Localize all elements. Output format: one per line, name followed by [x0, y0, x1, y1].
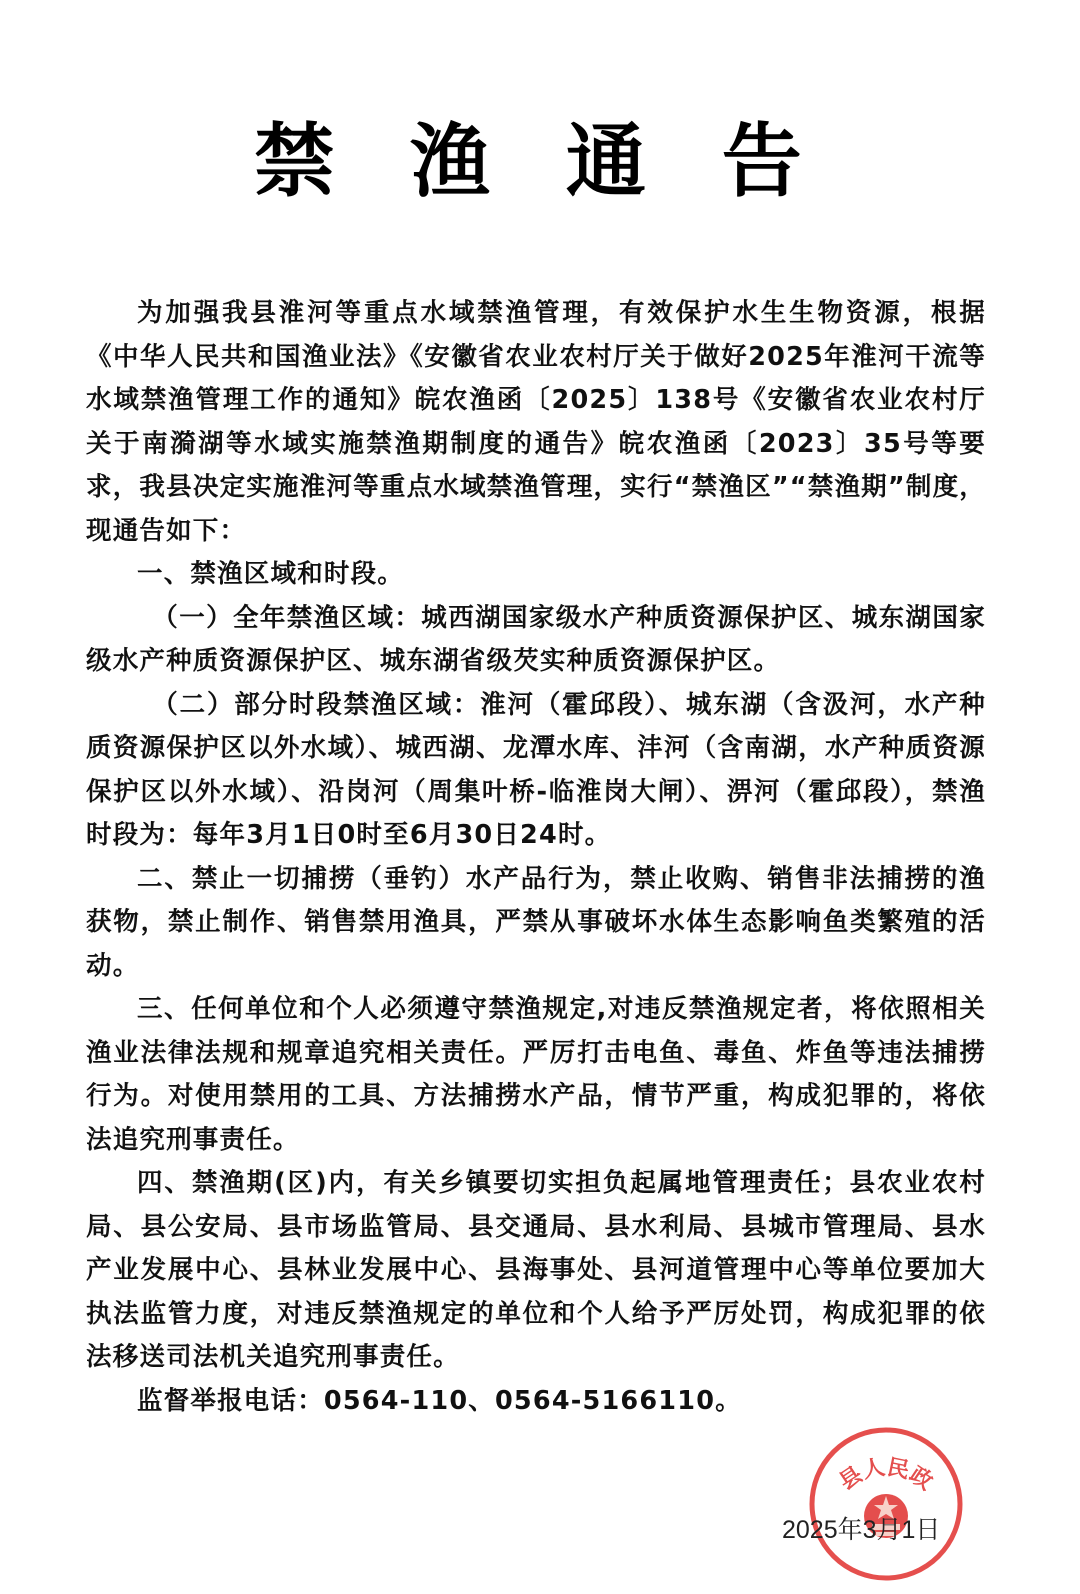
- seal-text: 县人民政: [835, 1455, 937, 1496]
- document-title: 禁 渔 通 告: [254, 115, 826, 208]
- intro-paragraph: 为加强我县淮河等重点水域禁渔管理，有效保护水生生物资源，根据《中华人民共和国渔业法》《安徽省农业农村厅关于做好2025年淮河干流等水域禁渔管理工作的通知》皖农渔函〔2025〕138号《安徽省农业农村厅关于南漪湖等水域实施禁渔期制度的通告》皖农渔函〔2023〕35号等要求，我县决定实施淮河等重点水域禁渔管理，实行“禁渔区”“禁渔期”制度，现通告如下：: [86, 298, 986, 546]
- section-4-paragraph: 四、禁渔期(区)内，有关乡镇要切实担负起属地管理责任；县农业农村局、县公安局、县市场监管局、县交通局、县水利局、县城市管理局、县水产业发展中心、县林业发展中心、县海事处、县河道管理中心等单位要加大执法监管力度，对违反禁渔规定的单位和个人给予严厉处罚，构成犯罪的依法移送司法机关追究刑事责任。: [86, 1168, 986, 1372]
- hotline-paragraph: 监督举报电话：0564-110、0564-5166110。: [137, 1385, 742, 1416]
- section-2-paragraph: 二、禁止一切捕捞（垂钓）水产品行为，禁止收购、销售非法捕捞的渔获物，禁止制作、销售禁用渔具，严禁从事破坏水体生态影响鱼类繁殖的活动。: [86, 863, 986, 981]
- section-1-item-1: （一）全年禁渔区域：城西湖国家级水产种质资源保护区、城东湖国家级水产种质资源保护区、城东湖省级芡实种质资源保护区。: [86, 602, 986, 676]
- svg-text:县人民政: [835, 1455, 937, 1495]
- section-1-item-2: （二）部分时段禁渔区域：淮河（霍邱段）、城东湖（含汲河，水产种质资源保护区以外水域）、城西湖、龙潭水库、沣河（含南湖，水产种质资源保护区以外水域）、沿岗河（周集叶桥-临淮岗大闸）、淠河（霍邱段），禁渔时段为：每年3月1日0时至6月30日24时。: [86, 689, 986, 850]
- document-body: [86, 292, 986, 1423]
- section-1-heading: 一、禁渔区域和时段。: [137, 559, 405, 589]
- official-seal: [806, 1424, 966, 1584]
- section-3-paragraph: 三、任何单位和个人必须遵守禁渔规定,对违反禁渔规定者，将依照相关渔业法律法规和规章追究相关责任。严厉打击电鱼、毒鱼、炸鱼等违法捕捞行为。对使用禁用的工具、方法捕捞水产品，情节严重，构成犯罪的，将依法追究刑事责任。: [86, 994, 986, 1155]
- issue-date: 2025年3月1日: [782, 1516, 941, 1544]
